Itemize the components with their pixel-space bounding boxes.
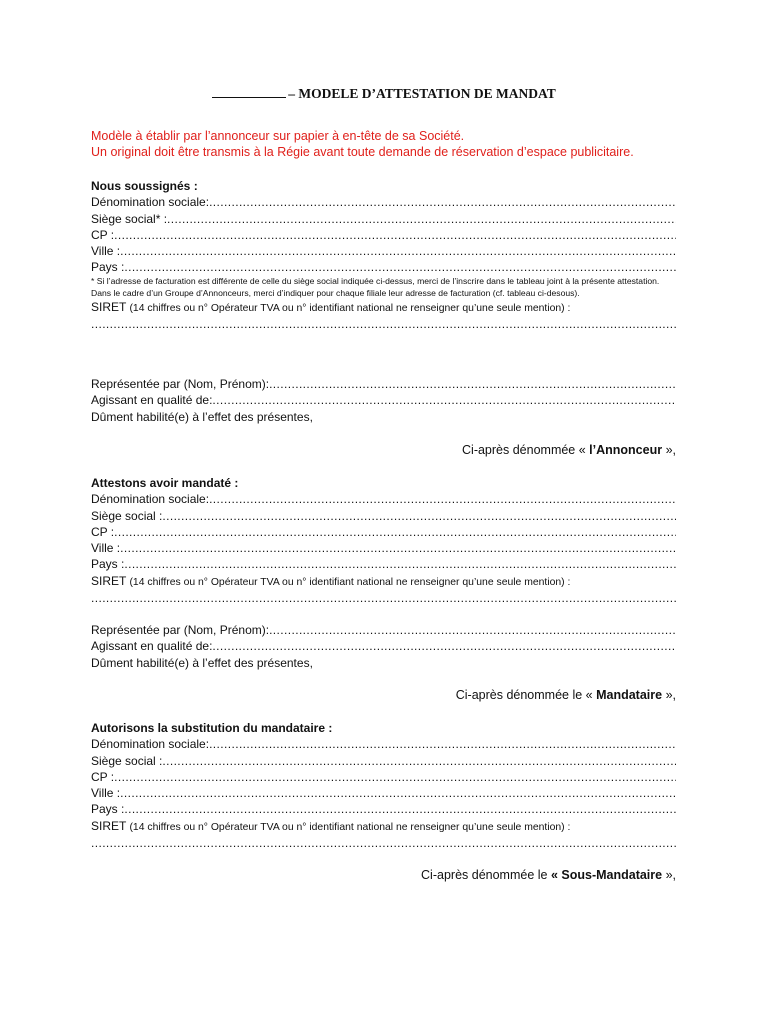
section-mandataire (91, 475, 676, 607)
field-agissant[interactable]: Agissant en qualité de: ..... (91, 392, 676, 408)
field-siege[interactable]: Siège social : ..... (91, 508, 676, 524)
dument-text: Dûment habilité(e) à l’effet des présentes, (91, 655, 313, 670)
field-cp[interactable]: CP : ..... (91, 524, 676, 540)
field-siret[interactable] (91, 834, 676, 852)
dument-text: Dûment habilité(e) à l’effet des présentes, (91, 409, 313, 424)
field-agissant[interactable]: Agissant en qualité de: ..... (91, 638, 676, 654)
section-heading: Attestons avoir mandaté : (91, 476, 239, 490)
section-sous-mandataire (91, 720, 676, 852)
section-annonceur (91, 178, 676, 333)
title-text: – MODELE D’ATTESTATION DE MANDAT (288, 86, 556, 101)
notice-line-1: Modèle à établir par l’annonceur sur papier à en-tête de sa Société. (91, 129, 465, 143)
field-ville[interactable]: Ville : ..... (91, 785, 676, 801)
role-sous-mandataire: Ci-après dénommée le « Sous-Mandataire », (421, 868, 676, 882)
section-heading: Autorisons la substitution du mandataire : (91, 721, 333, 735)
siret-label: SIRET (14 chiffres ou n° Opérateur TVA ou n° identifiant national ne renseigner qu’une seule mention) : (91, 300, 571, 315)
siret-label: SIRET (14 chiffres ou n° Opérateur TVA ou n° identifiant national ne renseigner qu’une seule mention) : (91, 818, 571, 833)
field-cp[interactable]: CP : ..... (91, 769, 676, 785)
field-denomination[interactable]: Dénomination sociale: ..... (91, 194, 676, 210)
section-heading: Nous soussignés : (91, 179, 198, 193)
title-blank-line (212, 87, 286, 98)
field-siege[interactable]: Siège social : ..... (91, 753, 676, 769)
field-siret[interactable] (91, 589, 676, 607)
field-denomination[interactable]: Dénomination sociale: ..... (91, 491, 676, 507)
field-cp[interactable]: CP : ..... (91, 227, 676, 243)
section-annonceur-rep (91, 376, 676, 425)
field-ville[interactable]: Ville : ..... (91, 243, 676, 259)
siret-label: SIRET (14 chiffres ou n° Opérateur TVA ou n° identifiant national ne renseigner qu’une seule mention) : (91, 573, 571, 588)
footnote-billing: * Si l’adresse de facturation est différente de celle du siège social indiquée ci-dessus, merci de l’inscrire dans le tableau joint à la présente attestation. (91, 275, 660, 286)
role-annonceur: Ci-après dénommée « l’Annonceur », (462, 443, 676, 457)
notice-line-2: Un original doit être transmis à la Régie avant toute demande de réservation d’espace publicitaire. (91, 145, 634, 159)
field-ville[interactable]: Ville : ..... (91, 540, 676, 556)
field-pays[interactable]: Pays : ..... (91, 259, 676, 275)
field-pays[interactable]: Pays : ..... (91, 556, 676, 572)
field-siege[interactable]: Siège social* : ..... (91, 211, 676, 227)
field-denomination[interactable]: Dénomination sociale: ..... (91, 736, 676, 752)
section-mandataire-rep (91, 622, 676, 671)
field-representee[interactable]: Représentée par (Nom, Prénom): ..... (91, 622, 676, 638)
footnote-group: Dans le cadre d’un Groupe d’Annonceurs, merci d’indiquer pour chaque filiale leur adresse de facturation (cf. tableau ci-desous). (91, 287, 580, 298)
field-representee[interactable]: Représentée par (Nom, Prénom): ..... (91, 376, 676, 392)
role-mandataire: Ci-après dénommée le « Mandataire », (455, 688, 676, 702)
document-title (0, 86, 768, 102)
field-pays[interactable]: Pays : ..... (91, 801, 676, 817)
field-siret[interactable] (91, 315, 676, 333)
